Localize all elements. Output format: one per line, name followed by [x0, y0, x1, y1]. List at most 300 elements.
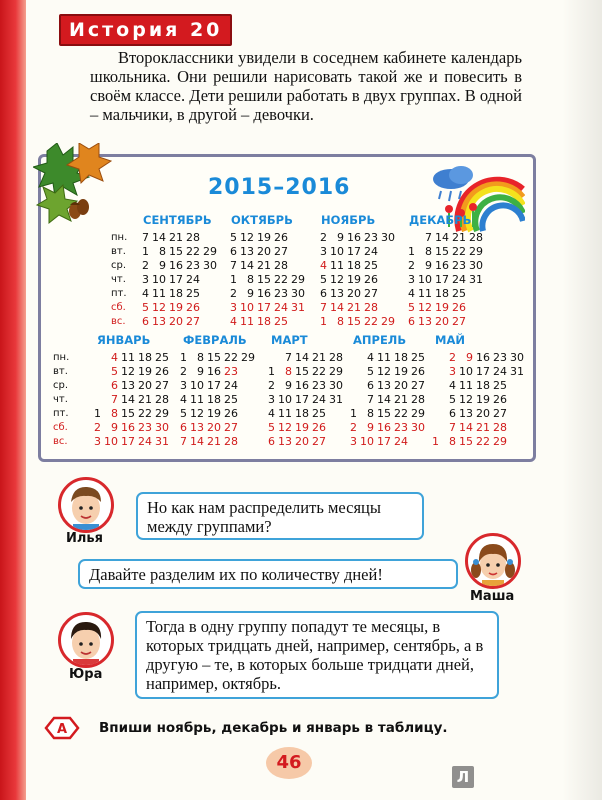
calendar-day: 17 [435, 273, 449, 286]
calendar-day: 1 [230, 273, 237, 286]
calendar-day: 11 [418, 287, 432, 300]
calendar-day: 24 [493, 365, 507, 378]
calendar-day: 1 [268, 365, 275, 378]
calendar-day: 21 [347, 301, 361, 314]
calendar-day: 5 [142, 301, 149, 314]
calendar-day: 4 [268, 407, 275, 420]
masha-speech-bubble: Давайте разделим их по количеству дней! [78, 559, 458, 589]
calendar-day: 26 [224, 407, 238, 420]
calendar-day: 26 [364, 273, 378, 286]
intro-paragraph: Второклассники увидели в соседнем кабинете календарь школьника. Они решили нарисовать такой же и повесить в своём классе. Дети решили работать в двух группах. В одной – мальчики, в другой – девочки. [90, 48, 522, 124]
calendar-day: 29 [291, 273, 305, 286]
calendar-day: 13 [152, 315, 166, 328]
calendar-day: 17 [377, 435, 391, 448]
calendar-day: 25 [274, 315, 288, 328]
calendar-day: 1 [142, 245, 149, 258]
calendar-day: 20 [435, 315, 449, 328]
calendar-day: 10 [360, 435, 374, 448]
calendar-day: 11 [152, 287, 166, 300]
calendar-day: 10 [459, 365, 473, 378]
calendar-day: 4 [408, 287, 415, 300]
calendar-day: 18 [207, 393, 221, 406]
calendar-day: 23 [224, 365, 238, 378]
calendar-day: 6 [230, 245, 237, 258]
calendar-day: 10 [190, 379, 204, 392]
calendar-day: 11 [330, 259, 344, 272]
calendar-day: 24 [138, 435, 152, 448]
calendar-day: 7 [230, 259, 237, 272]
calendar-day: 20 [257, 245, 271, 258]
calendar-day: 25 [312, 407, 326, 420]
calendar-day: 1 [94, 407, 101, 420]
calendar-day: 18 [257, 315, 271, 328]
calendar-day: 16 [257, 287, 271, 300]
calendar-day: 24 [312, 393, 326, 406]
calendar-day: 4 [111, 351, 118, 364]
calendar-day: 12 [377, 365, 391, 378]
calendar-day: 28 [186, 231, 200, 244]
calendar-day: 25 [224, 393, 238, 406]
yura-speech-bubble: Тогда в одну группу попадут те месяцы, в которых тридцать дней, например, сентябрь, а в другую – те, в которых больше тридцати дней, например, октябрь. [135, 611, 499, 699]
calendar-day: 9 [159, 259, 166, 272]
calendar-day: 13 [121, 379, 135, 392]
calendar-day: 6 [142, 315, 149, 328]
calendar-day: 16 [435, 259, 449, 272]
calendar-day: 12 [121, 365, 135, 378]
calendar-day: 17 [207, 379, 221, 392]
calendar-day: 26 [186, 301, 200, 314]
calendar-day: 29 [411, 407, 425, 420]
calendar-day: 27 [312, 435, 326, 448]
calendar-day: 27 [364, 287, 378, 300]
calendar-day: 15 [347, 315, 361, 328]
calendar-day: 22 [186, 245, 200, 258]
calendar-day: 21 [169, 231, 183, 244]
month-name-top-2: НОЯБРЬ [321, 213, 376, 227]
calendar-day: 27 [274, 245, 288, 258]
calendar-day: 24 [394, 435, 408, 448]
calendar-day: 24 [274, 301, 288, 314]
calendar-day: 7 [425, 231, 432, 244]
calendar-day: 17 [121, 435, 135, 448]
calendar-day: 17 [169, 273, 183, 286]
weekday-label: пн. [53, 352, 70, 363]
month-name-bottom-0: ЯНВАРЬ [97, 333, 151, 347]
calendar-day: 23 [312, 379, 326, 392]
calendar-day: 12 [190, 407, 204, 420]
calendar-day: 7 [449, 421, 456, 434]
calendar-day: 21 [207, 435, 221, 448]
calendar-day: 29 [203, 245, 217, 258]
weekday-label: чт. [53, 394, 68, 405]
calendar-day: 30 [291, 287, 305, 300]
calendar-day: 10 [240, 301, 254, 314]
weekday-labels-top [111, 231, 127, 329]
calendar-day: 25 [452, 287, 466, 300]
calendar-day: 20 [138, 379, 152, 392]
calendar-day: 8 [285, 365, 292, 378]
page-edge-red-band [0, 0, 26, 800]
calendar-day: 13 [418, 315, 432, 328]
weekday-label: пт. [111, 288, 127, 299]
calendar-day: 9 [367, 421, 374, 434]
calendar-day: 30 [381, 231, 395, 244]
masha-avatar [465, 533, 521, 589]
calendar-day: 26 [155, 365, 169, 378]
calendar-day: 19 [295, 421, 309, 434]
calendar-day: 27 [224, 421, 238, 434]
weekday-label: ср. [111, 260, 127, 271]
calendar-day: 9 [285, 379, 292, 392]
calendar-day: 18 [295, 407, 309, 420]
calendar-day: 2 [230, 287, 237, 300]
month-name-top-0: СЕНТЯБРЬ [143, 213, 212, 227]
calendar-day: 3 [94, 435, 101, 448]
calendar-day: 5 [367, 365, 374, 378]
calendar-day: 26 [274, 231, 288, 244]
calendar-day: 8 [449, 435, 456, 448]
calendar-day: 25 [364, 259, 378, 272]
page-number: 46 [266, 747, 312, 779]
calendar-day: 13 [278, 435, 292, 448]
calendar-day: 3 [449, 365, 456, 378]
ilya-name: Илья [66, 531, 103, 546]
calendar-day: 23 [274, 287, 288, 300]
calendar-day: 9 [111, 421, 118, 434]
calendar-day: 21 [476, 421, 490, 434]
calendar-day: 25 [186, 287, 200, 300]
calendar-day: 2 [142, 259, 149, 272]
calendar-day: 23 [138, 421, 152, 434]
calendar-day: 22 [312, 365, 326, 378]
calendar-day: 15 [121, 407, 135, 420]
calendar-day: 24 [186, 273, 200, 286]
calendar-day: 11 [278, 407, 292, 420]
calendar-day: 8 [337, 315, 344, 328]
calendar-day: 14 [330, 301, 344, 314]
calendar-day: 18 [435, 287, 449, 300]
calendar-day: 17 [295, 393, 309, 406]
ilya-speech-bubble: Но как нам распределить месяцы между группами? [136, 492, 424, 540]
calendar-day: 3 [320, 245, 327, 258]
calendar-day: 3 [180, 379, 187, 392]
calendar-day: 13 [190, 421, 204, 434]
calendar-day: 2 [449, 351, 456, 364]
calendar-day: 22 [274, 273, 288, 286]
calendar-day: 8 [367, 407, 374, 420]
calendar-day: 19 [169, 301, 183, 314]
calendar-day: 15 [459, 435, 473, 448]
calendar-day: 23 [452, 259, 466, 272]
calendar-day: 1 [320, 315, 327, 328]
calendar-day: 28 [329, 351, 343, 364]
month-name-bottom-2: МАРТ [271, 333, 308, 347]
calendar-day: 20 [347, 287, 361, 300]
calendar-day: 15 [169, 245, 183, 258]
calendar-day: 6 [408, 315, 415, 328]
calendar-day: 31 [510, 365, 524, 378]
calendar-day: 5 [111, 365, 118, 378]
calendar-day: 30 [203, 259, 217, 272]
calendar-day: 4 [180, 393, 187, 406]
calendar-day: 30 [155, 421, 169, 434]
calendar-day: 8 [111, 407, 118, 420]
calendar-day: 12 [330, 273, 344, 286]
calendar-day: 10 [418, 273, 432, 286]
calendar-day: 30 [329, 379, 343, 392]
calendar-day: 27 [411, 379, 425, 392]
calendar-day: 13 [330, 287, 344, 300]
calendar-day: 27 [452, 315, 466, 328]
calendar-day: 5 [268, 421, 275, 434]
calendar-day: 19 [257, 231, 271, 244]
calendar-day: 8 [159, 245, 166, 258]
calendar-day: 30 [411, 421, 425, 434]
calendar-day: 29 [329, 365, 343, 378]
calendar-day: 20 [207, 421, 221, 434]
calendar-day: 19 [435, 301, 449, 314]
calendar-day: 15 [377, 407, 391, 420]
calendar-day: 4 [367, 351, 374, 364]
calendar-day: 23 [493, 351, 507, 364]
calendar-day: 30 [510, 351, 524, 364]
calendar-day: 28 [274, 259, 288, 272]
calendar-day: 8 [247, 273, 254, 286]
calendar-day: 1 [432, 435, 439, 448]
calendar-day: 2 [320, 231, 327, 244]
calendar-day: 28 [155, 393, 169, 406]
calendar-day: 21 [138, 393, 152, 406]
calendar-day: 15 [207, 351, 221, 364]
calendar-day: 1 [180, 351, 187, 364]
calendar-day: 10 [330, 245, 344, 258]
calendar-day: 12 [418, 301, 432, 314]
calendar-day: 2 [94, 421, 101, 434]
calendar-day: 31 [291, 301, 305, 314]
calendar-day: 3 [350, 435, 357, 448]
calendar-day: 14 [459, 421, 473, 434]
calendar-day: 5 [180, 407, 187, 420]
calendar-day: 12 [152, 301, 166, 314]
calendar-day: 31 [469, 273, 483, 286]
calendar-day: 7 [180, 435, 187, 448]
calendar-day: 29 [493, 435, 507, 448]
weekday-label: вс. [53, 436, 68, 447]
calendar-day: 18 [476, 379, 490, 392]
calendar-day: 13 [377, 379, 391, 392]
calendar-day: 22 [452, 245, 466, 258]
calendar-day: 16 [207, 365, 221, 378]
weekday-label: пт. [53, 408, 69, 419]
calendar-day: 29 [381, 315, 395, 328]
calendar-day: 3 [268, 393, 275, 406]
calendar-day: 21 [257, 259, 271, 272]
calendar-day: 22 [224, 351, 238, 364]
task-badge-label: А [56, 722, 68, 737]
calendar-day: 25 [493, 379, 507, 392]
calendar-day: 9 [197, 365, 204, 378]
calendar-day: 2 [408, 259, 415, 272]
month-name-bottom-1: ФЕВРАЛЬ [183, 333, 247, 347]
weekday-label: чт. [111, 274, 126, 285]
calendar-day: 6 [320, 287, 327, 300]
calendar-day: 6 [367, 379, 374, 392]
calendar-day: 7 [142, 231, 149, 244]
calendar-day: 1 [408, 245, 415, 258]
calendar-day: 7 [367, 393, 374, 406]
calendar-day: 15 [295, 365, 309, 378]
calendar-day: 11 [459, 379, 473, 392]
calendar-day: 16 [295, 379, 309, 392]
story-heading: История 20 [59, 14, 232, 46]
calendar-day: 22 [394, 407, 408, 420]
calendar-day: 18 [138, 351, 152, 364]
calendar-day: 6 [449, 407, 456, 420]
calendar-day: 24 [364, 245, 378, 258]
calendar-day: 17 [257, 301, 271, 314]
calendar-day: 9 [425, 259, 432, 272]
calendar-day: 19 [476, 393, 490, 406]
calendar-day: 15 [257, 273, 271, 286]
calendar-day: 24 [452, 273, 466, 286]
calendar-day: 10 [278, 393, 292, 406]
calendar-day: 12 [459, 393, 473, 406]
calendar-day: 2 [268, 379, 275, 392]
weekday-labels-bottom [53, 351, 69, 449]
calendar-day: 20 [295, 435, 309, 448]
calendar-day: 11 [121, 351, 135, 364]
ilya-avatar [58, 477, 114, 533]
calendar-day: 27 [493, 407, 507, 420]
calendar-day: 16 [169, 259, 183, 272]
calendar-day: 27 [155, 379, 169, 392]
calendar-day: 24 [224, 379, 238, 392]
weekday-label: вт. [53, 366, 68, 377]
calendar-day: 26 [411, 365, 425, 378]
calendar-day: 23 [364, 231, 378, 244]
weekday-label: вт. [111, 246, 126, 257]
publisher-watermark-icon: Л [452, 766, 474, 788]
calendar-day: 30 [469, 259, 483, 272]
calendar-day: 19 [394, 365, 408, 378]
yura-name: Юра [69, 667, 103, 682]
month-name-bottom-3: АПРЕЛЬ [353, 333, 407, 347]
calendar-day: 4 [449, 379, 456, 392]
calendar-day: 8 [197, 351, 204, 364]
calendar-day: 11 [377, 351, 391, 364]
calendar-day: 18 [347, 259, 361, 272]
calendar-day: 5 [320, 273, 327, 286]
calendar-day: 23 [186, 259, 200, 272]
calendar-day: 4 [320, 259, 327, 272]
calendar-day: 22 [138, 407, 152, 420]
autumn-leaves-icon [33, 143, 113, 233]
calendar-year-range: 2015–2016 [208, 175, 351, 200]
calendar-day: 27 [186, 315, 200, 328]
calendar-day: 21 [312, 351, 326, 364]
calendar-day: 5 [408, 301, 415, 314]
calendar-day: 19 [138, 365, 152, 378]
month-name-bottom-4: МАЙ [435, 333, 465, 347]
calendar-day: 12 [278, 421, 292, 434]
calendar-day: 31 [329, 393, 343, 406]
calendar-day: 14 [295, 351, 309, 364]
calendar-day: 7 [285, 351, 292, 364]
calendar-day: 22 [476, 435, 490, 448]
calendar-day: 11 [190, 393, 204, 406]
calendar-day: 4 [230, 315, 237, 328]
month-name-top-1: ОКТЯБРЬ [231, 213, 293, 227]
calendar-day: 17 [347, 245, 361, 258]
calendar-day: 18 [169, 287, 183, 300]
calendar-day: 1 [350, 407, 357, 420]
calendar-day: 5 [230, 231, 237, 244]
calendar-day: 19 [347, 273, 361, 286]
calendar-day: 14 [240, 259, 254, 272]
task-a-badge [44, 716, 80, 740]
calendar-day: 2 [350, 421, 357, 434]
calendar-day: 9 [466, 351, 473, 364]
calendar-day: 13 [240, 245, 254, 258]
calendar-day: 3 [230, 301, 237, 314]
calendar-day: 20 [394, 379, 408, 392]
calendar-day: 20 [476, 407, 490, 420]
page-shadow [562, 0, 602, 800]
calendar-day: 14 [190, 435, 204, 448]
rainbow-cloud-icon [429, 161, 525, 239]
calendar-day: 12 [240, 231, 254, 244]
school-calendar [38, 154, 536, 462]
calendar-day: 16 [347, 231, 361, 244]
calendar-day: 2 [180, 365, 187, 378]
calendar-day: 14 [377, 393, 391, 406]
calendar-day: 11 [240, 315, 254, 328]
calendar-day: 28 [224, 435, 238, 448]
calendar-day: 17 [476, 365, 490, 378]
yura-avatar [58, 612, 114, 668]
calendar-day: 3 [142, 273, 149, 286]
calendar-day: 15 [435, 245, 449, 258]
calendar-day: 25 [155, 351, 169, 364]
calendar-day: 6 [111, 379, 118, 392]
calendar-day: 26 [312, 421, 326, 434]
calendar-day: 28 [469, 231, 483, 244]
weekday-label: сб. [53, 422, 68, 433]
calendar-day: 7 [320, 301, 327, 314]
calendar-day: 5 [449, 393, 456, 406]
calendar-day: 9 [247, 287, 254, 300]
calendar-day: 14 [121, 393, 135, 406]
calendar-day: 21 [394, 393, 408, 406]
calendar-day: 8 [425, 245, 432, 258]
calendar-day: 28 [411, 393, 425, 406]
calendar-day: 10 [104, 435, 118, 448]
task-instruction: Впиши ноябрь, декабрь и январь в таблицу. [99, 720, 448, 736]
calendar-day: 4 [142, 287, 149, 300]
calendar-day: 19 [207, 407, 221, 420]
calendar-day: 7 [111, 393, 118, 406]
calendar-day: 29 [241, 351, 255, 364]
calendar-day: 16 [121, 421, 135, 434]
calendar-day: 10 [152, 273, 166, 286]
masha-name: Маша [470, 589, 515, 604]
weekday-label: пн. [111, 232, 128, 243]
calendar-day: 23 [394, 421, 408, 434]
calendar-day: 13 [459, 407, 473, 420]
calendar-day: 26 [452, 301, 466, 314]
calendar-day: 18 [394, 351, 408, 364]
calendar-day: 29 [155, 407, 169, 420]
